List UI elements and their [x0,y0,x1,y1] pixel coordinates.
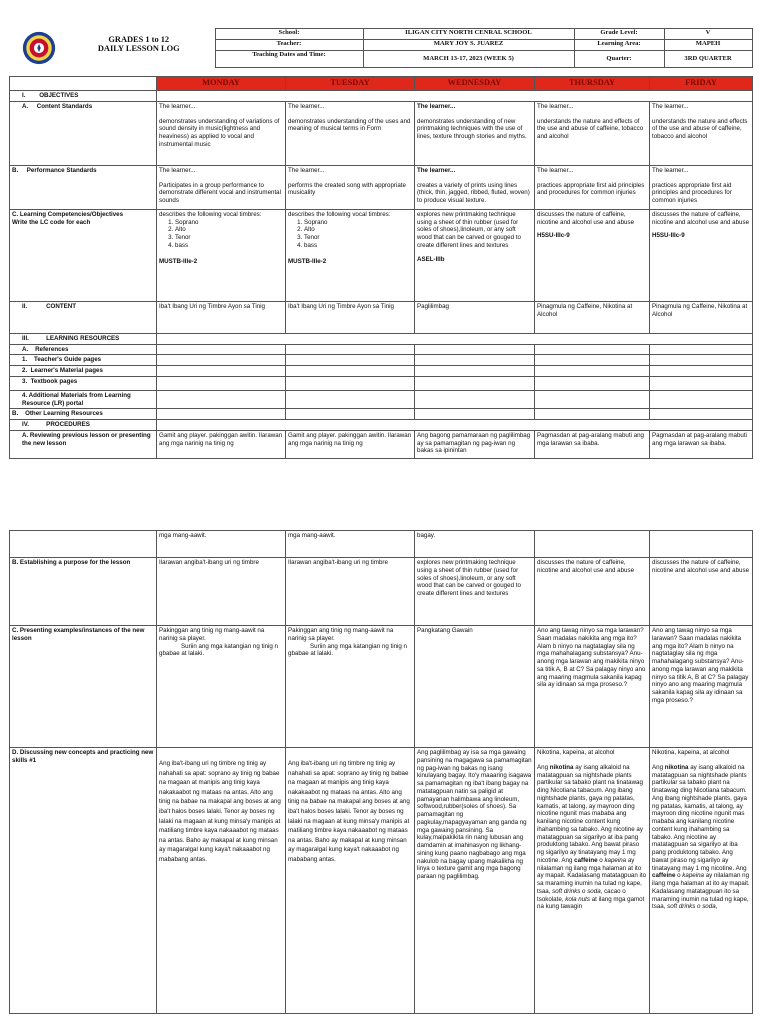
presenting-friday: Ano ang tawag ninyo sa mga larawan? Saan madalas nakikita ang mga ito? Alam b ninyo na nagtataglay sila ng mga mahahalagang substansya? Anu-anong mga larawan ang makikita ninyo sa titik A, B at C? Sa palagay ninyo ano ang maaring magmula sakanila kapag sila ay idinaan sa mga proseso.? [650,626,753,748]
text-run-italic: kola nuts [565,895,590,903]
school-label: School: [215,29,363,40]
standard-text: understands the nature and effects of the use and abuse of caffeine, tobacco and alcohol [537,117,644,141]
learner-intro: The learner... [417,166,456,174]
presenting-wednesday: Pangkatang Gawain [415,626,535,748]
purpose-wednesday: explores new printmaking technique using a sheet of thin rubber (used for soles of shoes),linoleum, or any soft wood that can be carved or gouged to create different lines and textures [415,558,535,626]
reviewing-monday: Gamit ang player. pakinggan awitin. Ilarawan ang mga narinig na tinig ng [157,430,286,458]
competencies-monday [157,209,286,301]
reviewing-thursday: Pagmasdan at pag-aralang mabuti ang mga larawan sa ibaba. [535,430,650,458]
list-item: 4. bass [175,242,283,250]
reviewing-tuesday: Gamit ang player. pakinggan awitin. Ilarawan ang mga narinig na tinig ng [286,430,415,458]
list-item: 3. Tenor [304,234,412,242]
content-wednesday: Paglilimbag [415,301,535,333]
grade-label: Grade Level: [574,29,664,40]
reviewing-wednesday: Ang bagong pamamaraan ng paglilimbag ay sa pamamagitan ng pag-iwan ng bakas sa ipinintan [415,430,535,458]
text-run-italic: soft drinks o soda [552,887,601,895]
content-thursday: Pinagmula ng Caffeine, Nikotina at Alcohol [535,301,650,333]
learner-intro: The learner... [537,166,574,174]
content-friday: Pinagmula ng Caffeine, Nikotina at Alcohol [650,301,753,333]
competencies-friday [650,209,753,301]
purpose-friday: discusses the nature of caffeine, nicotine and alcohol use and abuse [650,558,753,626]
learner-intro: The learner... [288,166,325,174]
lesson-table [9,76,753,459]
text-run: at ilang mga gamot na kung tawagin [537,895,645,911]
performance-standards-thursday [535,165,650,209]
lc-code: H5SU-IIIc-9 [652,232,685,240]
performance-standards-monday [157,165,286,209]
competencies-wednesday [415,209,535,301]
deped-seal-icon [22,31,56,65]
learner-intro: The learner... [159,166,196,174]
discussing-title: Nikotina, kapeina, at alcohol [537,749,615,756]
document-title [63,29,215,68]
list-item: 2. Alto [175,226,283,234]
discussing-tuesday [286,748,415,1014]
discussing-text: Ang iba't-ibang uri ng timbre ng tinig ay nahahati sa apat: soprano ay tinig ng babae na magaan at manipis ang tinig kaya nakakaabot ng mataas na antas. Alto ang tinig na babae na makapal ang boses at ang iba't halos boses lalaki. Tenor ay boses ng lalaki na magaan at kung minsa'y manipis at matiliang timbre kaya nakaaabot ng mataas na antas. Baho ay makapal at kung minsan ay magaralgal kung kaya't nakaaabot ng mababang antas. [288,760,410,864]
lc-code: MUSTB-IIIe-2 [288,257,327,265]
reviewing-friday: Pagmasdan at pag-aralang mabuti ang mga larawan sa ibaba. [650,430,753,458]
other-resources-label: B. Other Learning Resources [10,409,157,420]
title-line-2: DAILY LESSON LOG [97,43,180,53]
competencies-tuesday [286,209,415,301]
standard-text: performs the created song with appropriate musicality [288,181,406,197]
learner-intro: The learner... [159,102,196,110]
presenting-monday [157,626,286,748]
text-run: ay isang alkaloid na matatagpuan sa nightshade plants partikular sa tabako plant na tinatawag ding Nicotiana tabacum. Ang ibang nightshade plants, gaya ng patatas, kamatis, at talong, ay mayroon ding nicotine ngunit mas mababa ang kanilang nicotine content kung ihahambing sa tabako. Ang nicotine ay matatagpuan sa sigarilyo at iba pang produktong tabako. Ang bawat piraso ng sigarilyo ay tinatayang may 1 mg nicotine. Ang [537,763,643,864]
discussing-title: Nikotina, kapeina, at alcohol [652,749,730,756]
reviewing-cont-thursday [535,531,650,558]
competency-intro: describes the following vocal timbres: [159,210,262,218]
presenting-text: Pakinggan ang tinig ng mang-aawit na narinig sa player. [159,627,265,642]
teacher-value: MARY JOY S. JUAREZ [363,40,574,51]
school-value: ILIGAN CITY NORTH CENRAL SCHOOL [363,29,574,40]
competency-intro: describes the following vocal timbres: [288,210,391,218]
content-standards-tuesday [286,101,415,165]
list-item: 1. Soprano [304,219,412,227]
dates-value: MARCH 13-17, 2023 (WEEK 5) [363,51,574,68]
list-item: 4. bass [304,242,412,250]
lc-code: MUSTB-IIIe-2 [159,257,198,265]
title-line-1: GRADES 1 to 12 [108,34,170,44]
content-tuesday: Iba't Ibang Uri ng Timbre Ayon sa Tinig [286,301,415,333]
discussing-monday [157,748,286,1014]
day-header-friday: FRIDAY [650,77,753,91]
content-standards-wednesday [415,101,535,165]
text-run: , cacao o tsokolate, [537,887,626,903]
quarter-label: Quarter: [574,51,664,68]
area-label: Learning Area: [574,40,664,51]
standard-text: practices appropriate first aid principles and procedures for common injuries [537,181,645,197]
competency-text: explores new printmaking technique using a sheet of thin rubber (used for soles of shoes),linoleum, or any soft wood that can be carved or gouged to create different lines and textures [417,210,521,249]
list-item: 1. Soprano [175,219,283,227]
standard-text: Participates in a group performance to demonstrate different vocal and instrumental sounds [159,181,281,205]
day-header-monday: MONDAY [157,77,286,91]
text-run: ay nilalaman ng ilang mga halaman at ito ay mapait. Kadalasang matatagpuan ito sa maraming inumin na tulad ng kape, tsaa, [652,872,750,911]
performance-standards-label: B. Performance Standards [10,165,157,209]
standard-text: practices appropriate first aid principles and procedures for common injuries [652,181,732,205]
lm-pages-label: 2. Learner's Material pages [10,366,157,377]
purpose-monday: Ilarawan angiba't-ibang uri ng timbre [157,558,286,626]
text-run-italic: soft drinks o soda [667,903,716,911]
text-run: Ang [537,763,550,771]
deped-seal [9,29,63,68]
learner-intro: The learner... [537,102,574,110]
standard-text: understands the nature and effects of the use and abuse of caffeine, tobacco and alcohol [652,117,748,141]
resources-label: III. LEARNING RESOURCES [10,333,157,344]
lc-code: H5SU-IIIc-9 [537,232,570,240]
content-standards-monday [157,101,286,165]
dates-label: Teaching Dates and Time: [215,51,363,68]
timbre-list [304,219,412,250]
content-label: II. CONTENT [10,301,157,333]
presenting-text-2: Suriin ang mga katangian ng tinig n gbabae at lalaki. [288,642,408,658]
text-run: Ang [652,763,665,771]
text-run: o [675,872,683,880]
grade-value: V [664,29,752,40]
area-value: MAPEH [664,40,752,51]
text-run: o [597,856,605,864]
competencies-thursday [535,209,650,301]
text-run-bold: nikotina [664,763,689,771]
standard-text: creates a variety of prints using lines (thick, thin, jagged, ribbed, fluted, woven) to produce visual texture. [417,181,530,205]
content-standards-label: A. Content Standards [10,101,157,165]
day-header-wednesday: WEDNESDAY [415,77,535,91]
procedures-empty [157,420,753,431]
standard-text: demonstrates understanding of variations of sound density in music(lightness and heaviness) as applied to vocal and instrumental music [159,117,280,148]
lesson-log-page-2 [9,530,752,1014]
presenting-thursday: Ano ang tawag ninyo sa mga larawan? Saan madalas nakikita ang mga ito? Alam b ninyo na nagtataglay sila ng mga mahahalagang substansya? Anu-anong mga larawan ang makikita ninyo sa titik A, B at C? Sa palagay ninyo ano ang maaring magmula sakanila kapag sila ay idinaan sa mga proseso.? [535,626,650,748]
content-standards-thursday [535,101,650,165]
competency-text: discusses the nature of caffeine, nicotine and alcohol use and abuse [537,210,635,226]
text-run: ay isang alkaloid na matatagpuan sa nightshade plants partikular sa tabako plant na tinatawag ding Nicotiana tabacum. Ang ibang nightshade plants, gaya ng patatas, kamatis, at talong, ay mayroon ding nicotine ngunit mas mababa ang kanilang nicotine content kung ihahambing sa tabako. Ang nicotine ay matatagpuan sa sigarilyo at iba pang produktong tabako. Ang bawat piraso ng sigarilyo ay tinatayang may 1 mg nicotine. Ang [652,763,747,872]
learner-intro: The learner... [288,102,325,110]
objectives-empty [157,91,753,102]
learner-intro: The learner... [652,166,689,174]
discussing-text [537,764,647,911]
presenting-tuesday [286,626,415,748]
content-standards-friday [650,101,753,165]
discussing-text [652,764,750,911]
discussing-wednesday: Ang paglilimbag ay isa sa mga gawaing pansining na magagawa sa pamamagitan ng pag-iwan ng bakas ng isang kinulayang bagay. Ito'y maaaring isagawa sa pamamagitan ng iba't ibang bagay na matatagpuan natin sa paligid at pamayanan halimbawa ang linoleum, softwood,rubber(soles of shoes). Sa pamamagitan ng pagkulay,mapagyayaman ang ganda ng mga gawaing pansining. Sa kulay,maipakikita rin nang lubusan ang damdamin at imahinasyon ng likhang-sining kung paano nagbabago ang mga nakulob na bagay upang makalikha ng linya o texture gamit ang mga bagong paraan ng paglilimbag. [415,748,535,1014]
resources-empty [157,333,753,344]
purpose-label: B. Establishing a purpose for the lesson [10,558,157,626]
list-item: 2. Alto [304,226,412,234]
quarter-value: 3RD QUARTER [664,51,752,68]
performance-standards-wednesday [415,165,535,209]
competencies-label: C. Learning Competencies/Objectives Write the LC code for each [10,209,157,301]
discussing-text: Ang iba't-ibang uri ng timbre ng tinig ay nahahati sa apat: soprano ay tinig ng babae na magaan at manipis ang tinig kaya nakakaabot ng mataas na antas. Alto ang tinig na babae na makapal ang boses at ang iba't halos boses lalaki. Tenor ay boses ng lalaki na magaan at kung minsa'y manipis at matiliang timbre kaya nakaaabot ng mataas na antas. Baho ay makapal at kung minsan ay magaralgal kung kaya't nakaaabot ng mababang antas. [159,760,281,864]
lesson-log-page-1 [9,28,752,459]
teacher-label: Teacher: [215,40,363,51]
timbre-list [175,219,283,250]
text-run: ay nilalaman ng ilang mga halaman at ito ay mapait. Kadalasang matatagpuan ito sa maraming inumin na tulad ng kape, tsaa, [537,856,647,895]
performance-standards-friday [650,165,753,209]
purpose-tuesday: Ilarawan angiba't-ibang uri ng timbre [286,558,415,626]
content-monday: Iba't Ibang Uri ng Timbre Ayon sa Tinig [157,301,286,333]
reviewing-cont-tuesday: mga mang-aawit. [286,531,415,558]
lesson-table-continued [9,530,753,1014]
lc-code: ASEL-IIIb [417,255,445,263]
day-header-thursday: THURSDAY [535,77,650,91]
presenting-label: C. Presenting examples/instances of the new lesson [10,626,157,748]
header-table [9,28,753,68]
presenting-text-2: Suriin ang mga katangian ng tinig n gbabae at lalaki. [159,642,279,658]
standard-text: demonstrates understanding of new printmaking techniques with the use of lines, texture through stories and myths. [417,117,527,141]
discussing-thursday [535,748,650,1014]
competency-text: discusses the nature of caffeine, nicotine and alcohol use and abuse [652,210,750,226]
text-run-bold: caffeine [574,856,598,864]
text-run-bold: nikotina [549,763,574,771]
discussing-friday [650,748,753,1014]
reviewing-cont-monday: mga mang-aawit. [157,531,286,558]
text-run-italic: kapeina [604,856,627,864]
performance-standards-tuesday [286,165,415,209]
procedures-label: IV. PROCEDURES [10,420,157,431]
learner-intro: The learner... [417,102,456,110]
reviewing-label: A. Reviewing previous lesson or presenting the new lesson [10,430,157,458]
list-item: 3. Tenor [175,234,283,242]
discussing-label: D. Discussing new concepts and practicing new skills #1 [10,748,157,1014]
tg-pages-label: 1. Teacher's Guide pages [10,355,157,366]
presenting-text: Pakinggan ang tinig ng mang-aawit na narinig sa player. [288,627,394,642]
day-header-tuesday: TUESDAY [286,77,415,91]
purpose-thursday: discusses the nature of caffeine, nicotine and alcohol use and abuse [535,558,650,626]
corner-cell [10,77,157,91]
reviewing-cont-label [10,531,157,558]
additional-materials-label: 4. Additional Materials from Learning Resource (LR) portal [10,390,157,409]
learner-intro: The learner... [652,102,689,110]
objectives-label: I. OBJECTIVES [10,91,157,102]
text-run-bold: caffeine [652,872,676,880]
reviewing-cont-wednesday: bagay. [415,531,535,558]
references-label: A. References [10,344,157,355]
standard-text: demonstrates understanding of the uses and meaning of musical terms in Form [288,117,411,133]
text-run-italic: kapeina [682,872,704,880]
text-run: , [715,903,718,911]
reviewing-cont-friday [650,531,753,558]
textbook-pages-label: 3. Textbook pages [10,376,157,390]
